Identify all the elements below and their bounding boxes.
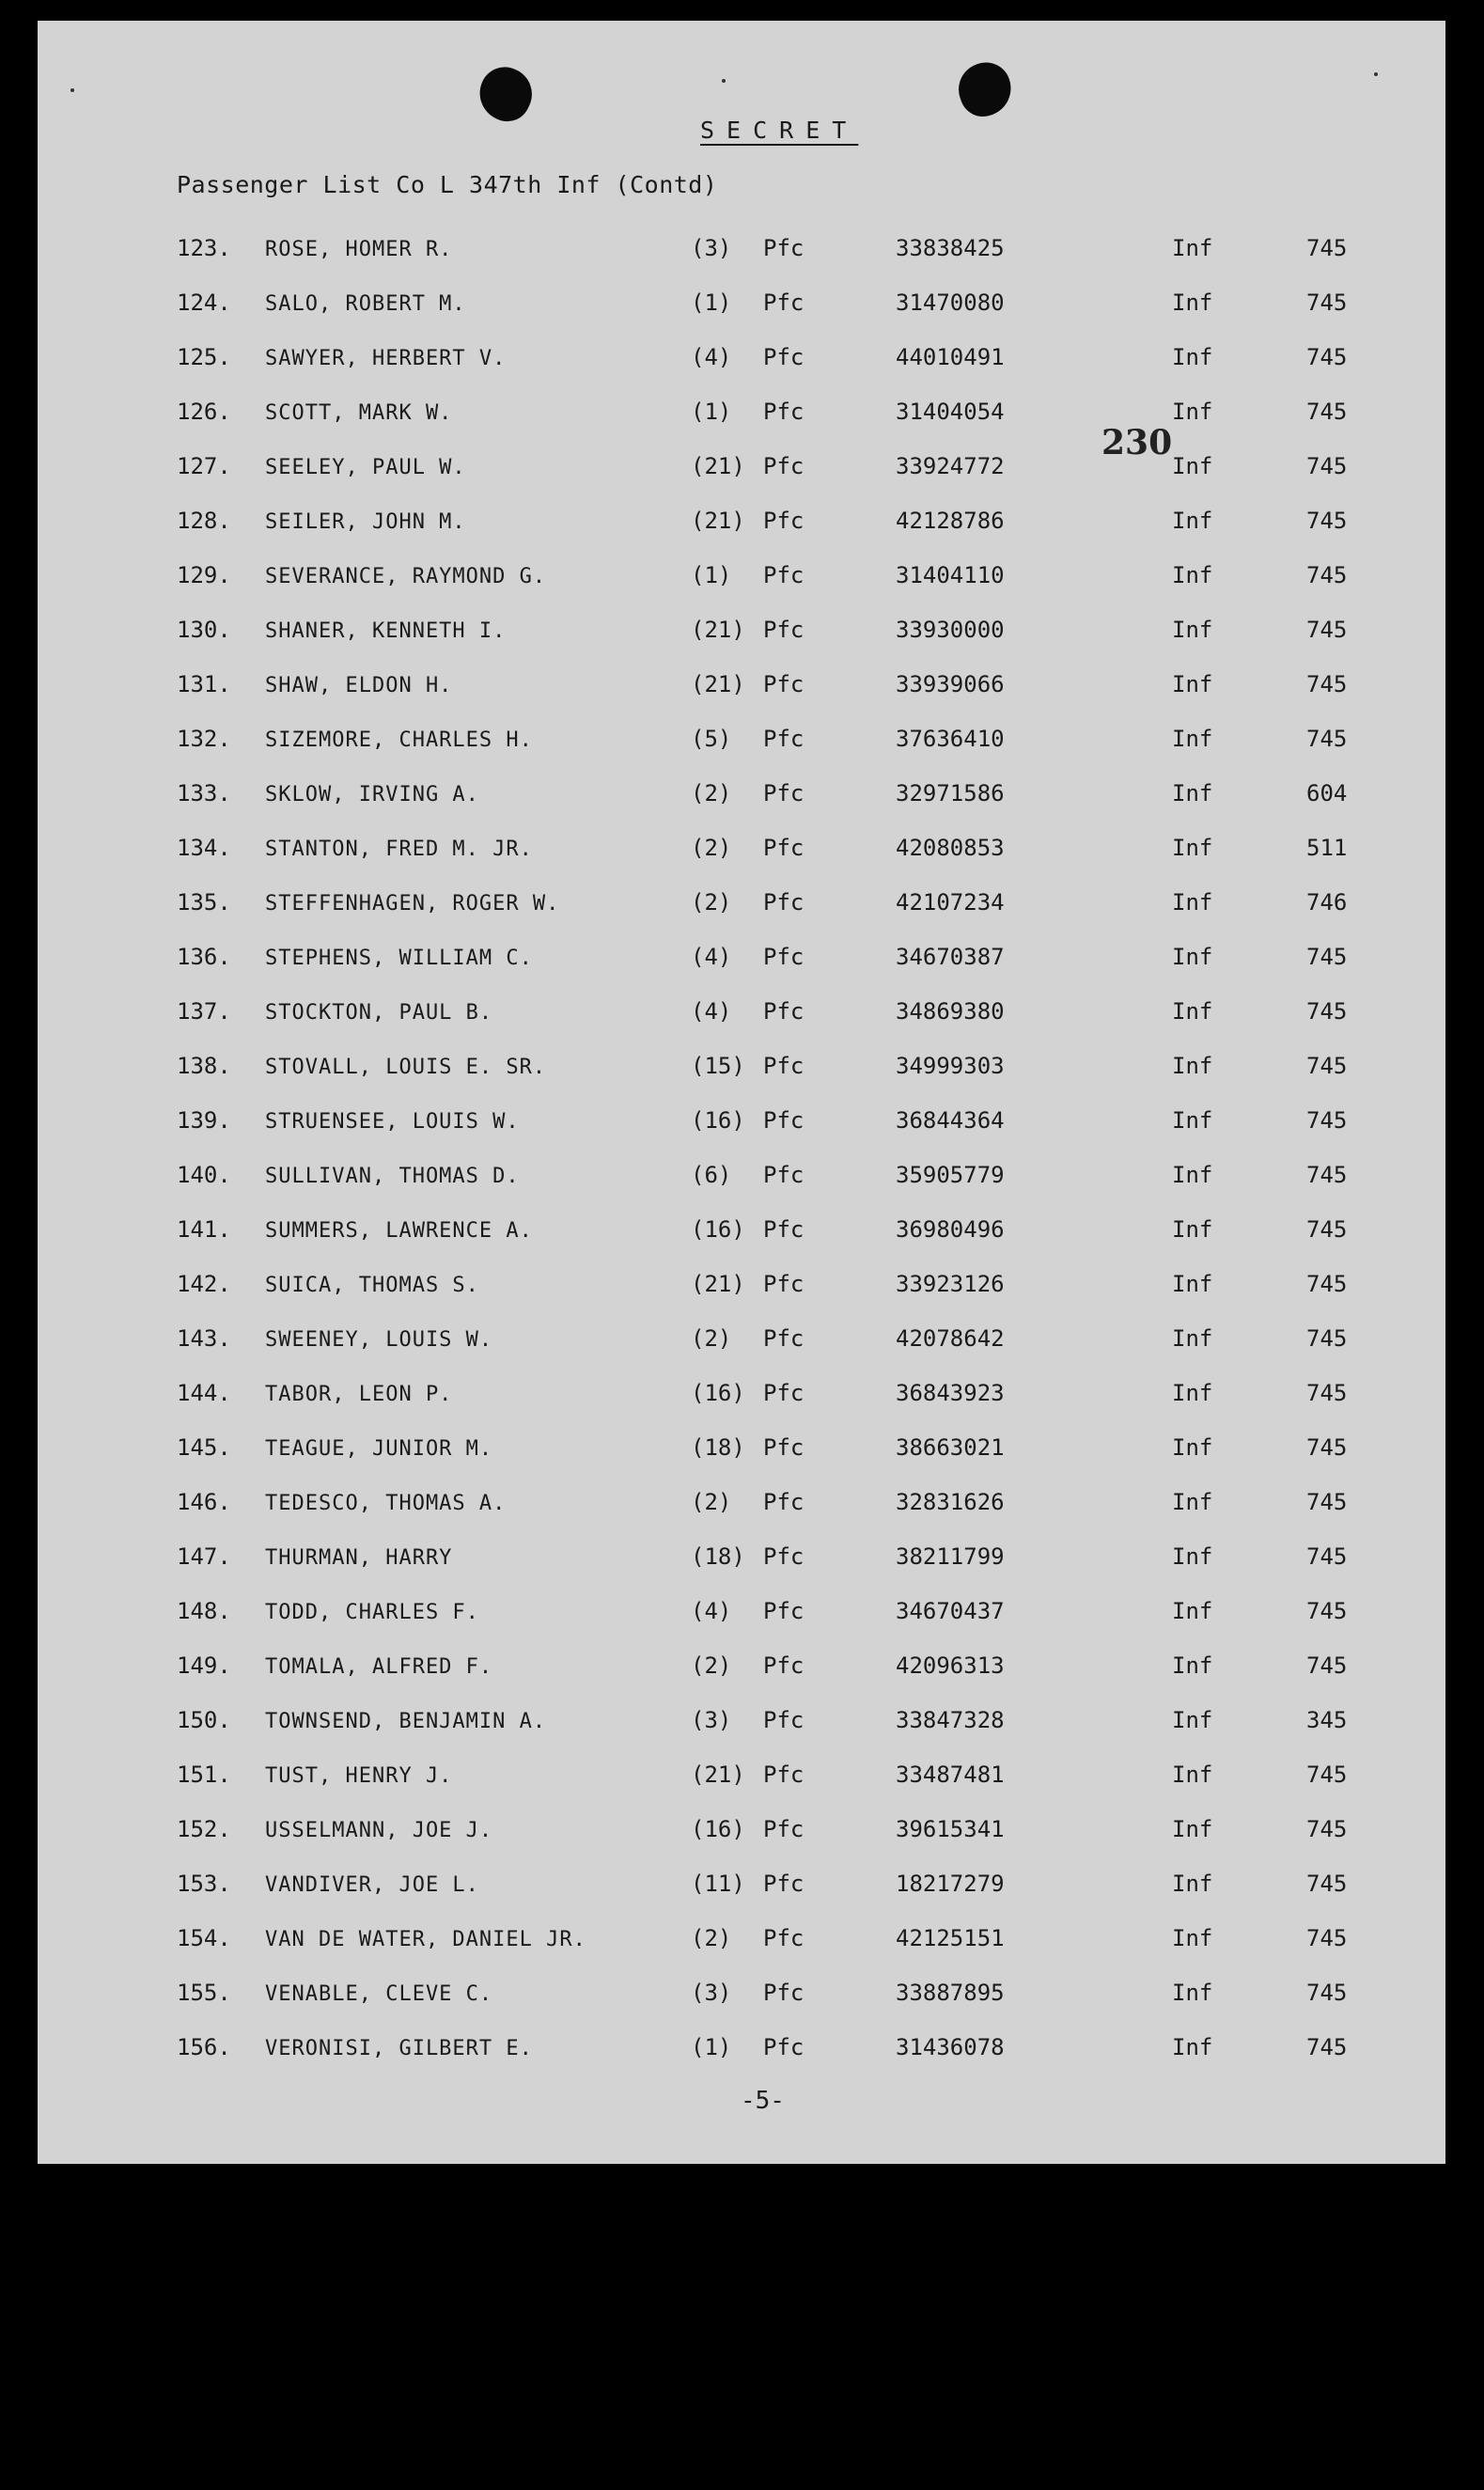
serial-number: 36843923 — [896, 1380, 1005, 1406]
branch: Inf — [1172, 1816, 1213, 1842]
passenger-name: SAWYER, HERBERT V. — [265, 347, 507, 370]
rank: Pfc — [763, 1271, 804, 1297]
branch: Inf — [1172, 562, 1213, 588]
serial-number: 32971586 — [896, 780, 1005, 807]
serial-number: 44010491 — [896, 344, 1005, 370]
row-number: 153. — [177, 1871, 231, 1897]
branch: Inf — [1172, 1762, 1213, 1788]
reference-code: (2) — [691, 889, 732, 916]
reference-code: (21) — [691, 617, 745, 643]
rank: Pfc — [763, 1380, 804, 1406]
reference-code: (21) — [691, 508, 745, 534]
reference-code: (4) — [691, 344, 732, 370]
reference-code: (4) — [691, 998, 732, 1025]
rank: Pfc — [763, 1762, 804, 1788]
passenger-name: VANDIVER, JOE L. — [265, 1873, 479, 1897]
paper-speck — [1374, 72, 1378, 76]
branch: Inf — [1172, 1543, 1213, 1570]
row-number: 146. — [177, 1489, 231, 1515]
reference-code: (4) — [691, 944, 732, 970]
branch: Inf — [1172, 1489, 1213, 1515]
serial-number: 32831626 — [896, 1489, 1005, 1515]
table-row — [38, 827, 1445, 882]
passenger-name: SHAW, ELDON H. — [265, 674, 453, 697]
mos-code: 745 — [1306, 290, 1348, 316]
branch: Inf — [1172, 453, 1213, 479]
rank: Pfc — [763, 1980, 804, 2006]
rank: Pfc — [763, 1652, 804, 1679]
rank: Pfc — [763, 562, 804, 588]
serial-number: 33847328 — [896, 1707, 1005, 1733]
rank: Pfc — [763, 835, 804, 861]
branch: Inf — [1172, 1162, 1213, 1188]
table-row — [38, 609, 1445, 664]
serial-number: 42096313 — [896, 1652, 1005, 1679]
row-number: 141. — [177, 1216, 231, 1243]
serial-number: 31404054 — [896, 399, 1005, 425]
rank: Pfc — [763, 344, 804, 370]
passenger-name: TEAGUE, JUNIOR M. — [265, 1437, 493, 1461]
mos-code: 745 — [1306, 1325, 1348, 1352]
serial-number: 37636410 — [896, 726, 1005, 752]
rank: Pfc — [763, 998, 804, 1025]
rank: Pfc — [763, 399, 804, 425]
row-number: 129. — [177, 562, 231, 588]
rank: Pfc — [763, 1162, 804, 1188]
mos-code: 746 — [1306, 889, 1348, 916]
table-row — [38, 664, 1445, 718]
table-row — [38, 227, 1445, 282]
passenger-name: TOMALA, ALFRED F. — [265, 1655, 493, 1679]
branch: Inf — [1172, 1053, 1213, 1079]
passenger-name: VENABLE, CLEVE C. — [265, 1982, 493, 2006]
mos-code: 745 — [1306, 1980, 1348, 2006]
table-row — [38, 991, 1445, 1045]
rank: Pfc — [763, 1053, 804, 1079]
serial-number: 36980496 — [896, 1216, 1005, 1243]
table-row — [38, 555, 1445, 609]
table-row — [38, 1645, 1445, 1699]
branch: Inf — [1172, 2034, 1213, 2060]
reference-code: (5) — [691, 726, 732, 752]
table-row — [38, 1918, 1445, 1972]
reference-code: (2) — [691, 1652, 732, 1679]
mos-code: 745 — [1306, 399, 1348, 425]
row-number: 154. — [177, 1925, 231, 1951]
reference-code: (2) — [691, 1489, 732, 1515]
reference-code: (11) — [691, 1871, 745, 1897]
rank: Pfc — [763, 726, 804, 752]
punch-hole — [471, 59, 540, 129]
table-row — [38, 337, 1445, 391]
serial-number: 33887895 — [896, 1980, 1005, 2006]
reference-code: (1) — [691, 290, 732, 316]
branch: Inf — [1172, 399, 1213, 425]
classification-heading: SECRET — [700, 117, 859, 144]
document-page — [38, 21, 1445, 2164]
passenger-name: STOCKTON, PAUL B. — [265, 1001, 493, 1025]
table-row — [38, 1754, 1445, 1809]
serial-number: 34869380 — [896, 998, 1005, 1025]
serial-number: 36844364 — [896, 1107, 1005, 1134]
branch: Inf — [1172, 1107, 1213, 1134]
mos-code: 745 — [1306, 562, 1348, 588]
reference-code: (3) — [691, 1707, 732, 1733]
branch: Inf — [1172, 1380, 1213, 1406]
table-row — [38, 1590, 1445, 1645]
page-number: -5- — [741, 2087, 785, 2115]
serial-number: 42080853 — [896, 835, 1005, 861]
serial-number: 38663021 — [896, 1434, 1005, 1461]
table-row — [38, 1209, 1445, 1263]
reference-code: (21) — [691, 1762, 745, 1788]
row-number: 126. — [177, 399, 231, 425]
serial-number: 33487481 — [896, 1762, 1005, 1788]
reference-code: (3) — [691, 235, 732, 261]
mos-code: 745 — [1306, 1216, 1348, 1243]
branch: Inf — [1172, 780, 1213, 807]
reference-code: (6) — [691, 1162, 732, 1188]
serial-number: 42107234 — [896, 889, 1005, 916]
table-row — [38, 1427, 1445, 1481]
list-title: Passenger List Co L 347th Inf (Contd) — [177, 171, 718, 198]
branch: Inf — [1172, 617, 1213, 643]
passenger-name: SHANER, KENNETH I. — [265, 619, 507, 643]
row-number: 151. — [177, 1762, 231, 1788]
rank: Pfc — [763, 1543, 804, 1570]
branch: Inf — [1172, 889, 1213, 916]
rank: Pfc — [763, 1489, 804, 1515]
punch-hole — [951, 55, 1019, 123]
mos-code: 345 — [1306, 1707, 1348, 1733]
row-number: 150. — [177, 1707, 231, 1733]
rank: Pfc — [763, 1325, 804, 1352]
rank: Pfc — [763, 944, 804, 970]
mos-code: 745 — [1306, 1925, 1348, 1951]
reference-code: (2) — [691, 835, 732, 861]
rank: Pfc — [763, 2034, 804, 2060]
table-row — [38, 1972, 1445, 2027]
serial-number: 39615341 — [896, 1816, 1005, 1842]
row-number: 144. — [177, 1380, 231, 1406]
mos-code: 745 — [1306, 508, 1348, 534]
serial-number: 33939066 — [896, 671, 1005, 697]
rank: Pfc — [763, 1598, 804, 1624]
passenger-name: SCOTT, MARK W. — [265, 401, 453, 425]
serial-number: 33924772 — [896, 453, 1005, 479]
rank: Pfc — [763, 453, 804, 479]
mos-code: 745 — [1306, 617, 1348, 643]
passenger-name: STANTON, FRED M. JR. — [265, 838, 533, 861]
reference-code: (21) — [691, 453, 745, 479]
mos-code: 745 — [1306, 1543, 1348, 1570]
branch: Inf — [1172, 671, 1213, 697]
serial-number: 42125151 — [896, 1925, 1005, 1951]
serial-number: 38211799 — [896, 1543, 1005, 1570]
row-number: 142. — [177, 1271, 231, 1297]
passenger-name: SUICA, THOMAS S. — [265, 1274, 479, 1297]
row-number: 145. — [177, 1434, 231, 1461]
passenger-name: STRUENSEE, LOUIS W. — [265, 1110, 520, 1134]
rank: Pfc — [763, 1216, 804, 1243]
paper-speck — [70, 88, 74, 92]
branch: Inf — [1172, 1652, 1213, 1679]
row-number: 139. — [177, 1107, 231, 1134]
mos-code: 745 — [1306, 1762, 1348, 1788]
table-row — [38, 1263, 1445, 1318]
passenger-name: TEDESCO, THOMAS A. — [265, 1492, 507, 1515]
row-number: 123. — [177, 235, 231, 261]
row-number: 134. — [177, 835, 231, 861]
mos-code: 745 — [1306, 1871, 1348, 1897]
row-number: 130. — [177, 617, 231, 643]
mos-code: 745 — [1306, 671, 1348, 697]
passenger-name: SALO, ROBERT M. — [265, 292, 466, 316]
row-number: 135. — [177, 889, 231, 916]
row-number: 148. — [177, 1598, 231, 1624]
serial-number: 34670387 — [896, 944, 1005, 970]
reference-code: (3) — [691, 1980, 732, 2006]
row-number: 133. — [177, 780, 231, 807]
serial-number: 42078642 — [896, 1325, 1005, 1352]
reference-code: (16) — [691, 1380, 745, 1406]
mos-code: 745 — [1306, 1053, 1348, 1079]
branch: Inf — [1172, 1925, 1213, 1951]
reference-code: (18) — [691, 1434, 745, 1461]
branch: Inf — [1172, 1707, 1213, 1733]
row-number: 132. — [177, 726, 231, 752]
passenger-name: STOVALL, LOUIS E. SR. — [265, 1056, 547, 1079]
table-row — [38, 2027, 1445, 2081]
passenger-name: SIZEMORE, CHARLES H. — [265, 728, 533, 752]
mos-code: 745 — [1306, 1489, 1348, 1515]
reference-code: (21) — [691, 671, 745, 697]
row-number: 136. — [177, 944, 231, 970]
passenger-name: SEVERANCE, RAYMOND G. — [265, 565, 547, 588]
reference-code: (2) — [691, 1325, 732, 1352]
reference-code: (16) — [691, 1816, 745, 1842]
serial-number: 33930000 — [896, 617, 1005, 643]
table-row — [38, 500, 1445, 555]
rank: Pfc — [763, 235, 804, 261]
serial-number: 34670437 — [896, 1598, 1005, 1624]
branch: Inf — [1172, 290, 1213, 316]
table-row — [38, 882, 1445, 936]
table-row — [38, 1699, 1445, 1754]
table-row — [38, 446, 1445, 500]
table-row — [38, 282, 1445, 337]
serial-number: 35905779 — [896, 1162, 1005, 1188]
row-number: 138. — [177, 1053, 231, 1079]
passenger-name: THURMAN, HARRY — [265, 1546, 453, 1570]
mos-code: 511 — [1306, 835, 1348, 861]
branch: Inf — [1172, 726, 1213, 752]
mos-code: 745 — [1306, 453, 1348, 479]
reference-code: (2) — [691, 1925, 732, 1951]
mos-code: 745 — [1306, 726, 1348, 752]
mos-code: 745 — [1306, 1434, 1348, 1461]
branch: Inf — [1172, 944, 1213, 970]
passenger-list — [38, 227, 1445, 2081]
branch: Inf — [1172, 344, 1213, 370]
passenger-name: ROSE, HOMER R. — [265, 238, 453, 261]
branch: Inf — [1172, 1271, 1213, 1297]
passenger-name: SULLIVAN, THOMAS D. — [265, 1165, 520, 1188]
table-row — [38, 1045, 1445, 1100]
row-number: 124. — [177, 290, 231, 316]
table-row — [38, 936, 1445, 991]
table-row — [38, 1863, 1445, 1918]
passenger-name: SEELEY, PAUL W. — [265, 456, 466, 479]
mos-code: 745 — [1306, 1107, 1348, 1134]
serial-number: 31470080 — [896, 290, 1005, 316]
rank: Pfc — [763, 1434, 804, 1461]
mos-code: 745 — [1306, 344, 1348, 370]
passenger-name: TABOR, LEON P. — [265, 1383, 453, 1406]
passenger-name: SWEENEY, LOUIS W. — [265, 1328, 493, 1352]
rank: Pfc — [763, 889, 804, 916]
reference-code: (16) — [691, 1107, 745, 1134]
table-row — [38, 718, 1445, 773]
reference-code: (18) — [691, 1543, 745, 1570]
serial-number: 31436078 — [896, 2034, 1005, 2060]
mos-code: 745 — [1306, 998, 1348, 1025]
reference-code: (2) — [691, 780, 732, 807]
rank: Pfc — [763, 780, 804, 807]
mos-code: 745 — [1306, 1271, 1348, 1297]
mos-code: 745 — [1306, 1816, 1348, 1842]
passenger-name: TODD, CHARLES F. — [265, 1601, 479, 1624]
table-row — [38, 1318, 1445, 1372]
branch: Inf — [1172, 835, 1213, 861]
rank: Pfc — [763, 1816, 804, 1842]
table-row — [38, 391, 1445, 446]
mos-code: 745 — [1306, 944, 1348, 970]
branch: Inf — [1172, 1434, 1213, 1461]
rank: Pfc — [763, 290, 804, 316]
passenger-name: SKLOW, IRVING A. — [265, 783, 479, 807]
row-number: 147. — [177, 1543, 231, 1570]
row-number: 155. — [177, 1980, 231, 2006]
table-row — [38, 1154, 1445, 1209]
rank: Pfc — [763, 1925, 804, 1951]
mos-code: 604 — [1306, 780, 1348, 807]
mos-code: 745 — [1306, 2034, 1348, 2060]
paper-speck — [722, 79, 726, 83]
serial-number: 18217279 — [896, 1871, 1005, 1897]
row-number: 127. — [177, 453, 231, 479]
passenger-name: VERONISI, GILBERT E. — [265, 2037, 533, 2060]
mos-code: 745 — [1306, 1162, 1348, 1188]
reference-code: (15) — [691, 1053, 745, 1079]
row-number: 128. — [177, 508, 231, 534]
passenger-name: SUMMERS, LAWRENCE A. — [265, 1219, 533, 1243]
table-row — [38, 1372, 1445, 1427]
branch: Inf — [1172, 1871, 1213, 1897]
rank: Pfc — [763, 1871, 804, 1897]
serial-number: 34999303 — [896, 1053, 1005, 1079]
row-number: 149. — [177, 1652, 231, 1679]
passenger-name: STEPHENS, WILLIAM C. — [265, 947, 533, 970]
table-row — [38, 1809, 1445, 1863]
reference-code: (1) — [691, 2034, 732, 2060]
reference-code: (16) — [691, 1216, 745, 1243]
branch: Inf — [1172, 1216, 1213, 1243]
rank: Pfc — [763, 617, 804, 643]
branch: Inf — [1172, 1598, 1213, 1624]
passenger-name: SEILER, JOHN M. — [265, 510, 466, 534]
row-number: 125. — [177, 344, 231, 370]
serial-number: 31404110 — [896, 562, 1005, 588]
row-number: 143. — [177, 1325, 231, 1352]
branch: Inf — [1172, 1325, 1213, 1352]
passenger-name: STEFFENHAGEN, ROGER W. — [265, 892, 560, 916]
branch: Inf — [1172, 235, 1213, 261]
table-row — [38, 1481, 1445, 1536]
mos-code: 745 — [1306, 1652, 1348, 1679]
reference-code: (1) — [691, 399, 732, 425]
passenger-name: TOWNSEND, BENJAMIN A. — [265, 1710, 547, 1733]
serial-number: 33923126 — [896, 1271, 1005, 1297]
serial-number: 33838425 — [896, 235, 1005, 261]
passenger-name: TUST, HENRY J. — [265, 1764, 453, 1788]
row-number: 131. — [177, 671, 231, 697]
serial-number: 42128786 — [896, 508, 1005, 534]
row-number: 140. — [177, 1162, 231, 1188]
row-number: 152. — [177, 1816, 231, 1842]
passenger-name: USSELMANN, JOE J. — [265, 1819, 493, 1842]
rank: Pfc — [763, 671, 804, 697]
branch: Inf — [1172, 508, 1213, 534]
rank: Pfc — [763, 1707, 804, 1733]
reference-code: (21) — [691, 1271, 745, 1297]
row-number: 156. — [177, 2034, 231, 2060]
mos-code: 745 — [1306, 1380, 1348, 1406]
reference-code: (1) — [691, 562, 732, 588]
branch: Inf — [1172, 1980, 1213, 2006]
mos-code: 745 — [1306, 1598, 1348, 1624]
rank: Pfc — [763, 1107, 804, 1134]
mos-code: 745 — [1306, 235, 1348, 261]
reference-code: (4) — [691, 1598, 732, 1624]
branch: Inf — [1172, 998, 1213, 1025]
passenger-name: VAN DE WATER, DANIEL JR. — [265, 1928, 586, 1951]
row-number: 137. — [177, 998, 231, 1025]
table-row — [38, 1536, 1445, 1590]
handwritten-annotation: 230 — [1101, 423, 1173, 462]
table-row — [38, 1100, 1445, 1154]
table-row — [38, 773, 1445, 827]
rank: Pfc — [763, 508, 804, 534]
